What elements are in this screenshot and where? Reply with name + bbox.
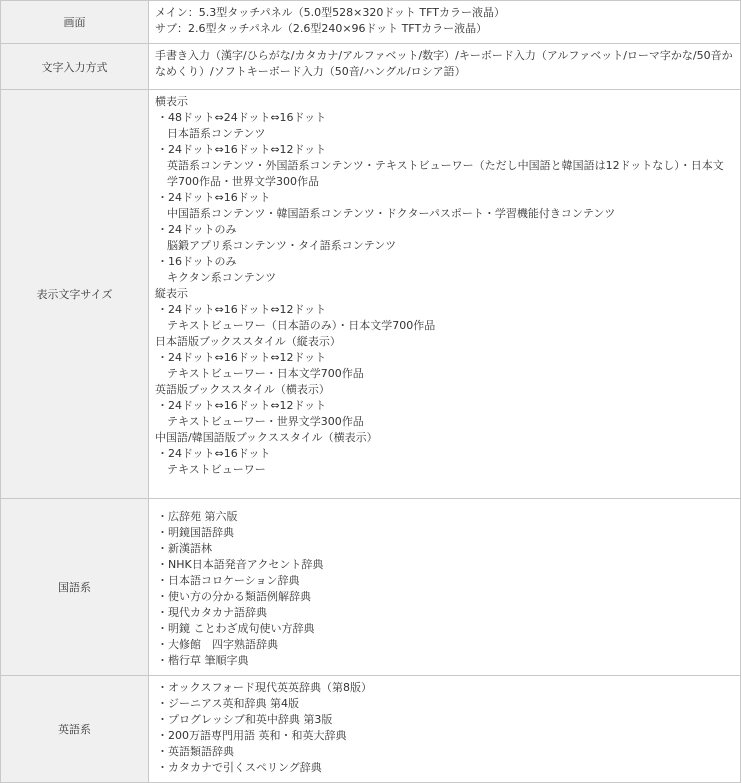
dictionary-item: ・ 広辞苑 第六版 (155, 509, 734, 525)
dictionary-item: ・ カタカナで引くスペリング辞典 (155, 760, 734, 776)
row-japanese (1, 499, 741, 676)
horizontal-size-3-note: 中国語系コンテンツ・韓国語系コンテンツ・ドクターパスポート・学習機能付きコンテンツ (167, 207, 616, 220)
en-books-size-1: ・ 24ドット⇔16ドット⇔12ドット (155, 398, 734, 414)
en-books-size-1-note: テキストビューワー・世界文学300作品 (167, 415, 364, 428)
horizontal-title: 横表示 (155, 95, 188, 108)
horizontal-size-1-note: 日本語系コンテンツ (167, 127, 266, 140)
row-font-size (1, 90, 741, 499)
row-value-font-size (149, 90, 741, 499)
row-label-screen: 画面 (1, 1, 149, 44)
dictionary-item: ・ 新漢語林 (155, 541, 734, 557)
dictionary-item: ・ 英語類語辞典 (155, 744, 734, 760)
dictionary-item: ・ 大修館 四字熟語辞典 (155, 637, 734, 653)
dictionary-item: ・ オックスフォード現代英英辞典（第8版） (155, 680, 734, 696)
row-english (1, 676, 741, 783)
row-value-japanese (149, 499, 741, 676)
row-input (1, 44, 741, 90)
dictionary-item: ・ 200万語専門用語 英和・和英大辞典 (155, 728, 734, 744)
horizontal-size-5: ・ 16ドットのみ (155, 254, 734, 270)
dictionary-item: ・ 使い方の分かる類語例解辞典 (155, 589, 734, 605)
dictionary-item: ・ NHK日本語発音アクセント辞典 (155, 557, 734, 573)
vertical-size-1: ・ 24ドット⇔16ドット⇔12ドット (155, 302, 734, 318)
row-value-screen (149, 1, 741, 44)
row-value-english (149, 676, 741, 783)
horizontal-size-1: ・ 48ドット⇔24ドット⇔16ドット (155, 110, 734, 126)
dictionary-item: ・ 明鏡 ことわざ成句使い方辞典 (155, 621, 734, 637)
jp-books-size-1: ・ 24ドット⇔16ドット⇔12ドット (155, 350, 734, 366)
horizontal-size-4: ・ 24ドットのみ (155, 222, 734, 238)
row-screen (1, 1, 741, 44)
horizontal-size-4-note: 脳鍛アプリ系コンテンツ・タイ語系コンテンツ (167, 239, 397, 252)
screen-sub: サブ：2.6型タッチパネル（2.6型240×96ドット TFTカラー液晶） (155, 22, 488, 35)
horizontal-size-2-note: 英語系コンテンツ・外国語系コンテンツ・テキストビューワー（ただし中国語と韓国語は12ドットなし）・日本文学700作品・世界文学300作品 (167, 159, 724, 188)
row-label-input: 文字入力方式 (1, 44, 149, 90)
vertical-size-1-note: テキストビューワー（日本語のみ）・日本文学700作品 (167, 319, 436, 332)
row-label-english: 英語系 (1, 676, 149, 783)
vertical-title: 縦表示 (155, 287, 188, 300)
dictionary-item: ・ 日本語コロケーション辞典 (155, 573, 734, 589)
horizontal-size-5-note: キクタン系コンテンツ (167, 271, 277, 284)
cn-kr-books-size-1-note: テキストビューワー (167, 463, 266, 476)
dictionary-item: ・ 明鏡国語辞典 (155, 525, 734, 541)
cn-kr-books-title: 中国語/韓国語版ブックススタイル（横表示） (155, 431, 378, 444)
row-label-japanese: 国語系 (1, 499, 149, 676)
dictionary-item: ・ 楷行草 筆順字典 (155, 653, 734, 669)
cn-kr-books-size-1: ・ 24ドット⇔16ドット (155, 446, 734, 462)
row-label-font-size: 表示文字サイズ (1, 90, 149, 499)
dictionary-item: ・ 現代カタカナ語辞典 (155, 605, 734, 621)
jp-books-title: 日本語版ブックススタイル（縦表示） (155, 335, 341, 348)
dictionary-item: ・ ジーニアス英和辞典 第4版 (155, 696, 734, 712)
jp-books-size-1-note: テキストビューワー・日本文学700作品 (167, 367, 364, 380)
screen-main: メイン：5.3型タッチパネル（5.0型528×320ドット TFTカラー液晶） (155, 6, 505, 19)
en-books-title: 英語版ブックススタイル（横表示） (155, 383, 330, 396)
horizontal-size-3: ・ 24ドット⇔16ドット (155, 190, 734, 206)
dictionary-item: ・ プログレッシブ和英中辞典 第3版 (155, 712, 734, 728)
row-value-input: 手書き入力（漢字/ひらがな/カタカナ/アルファベット/数字）/キーボード入力（アルファベット/ローマ字かな/50音かなめくり）/ソフトキーボード入力（50音/ハングル/ロシア語） (149, 44, 741, 90)
horizontal-size-2: ・ 24ドット⇔16ドット⇔12ドット (155, 142, 734, 158)
